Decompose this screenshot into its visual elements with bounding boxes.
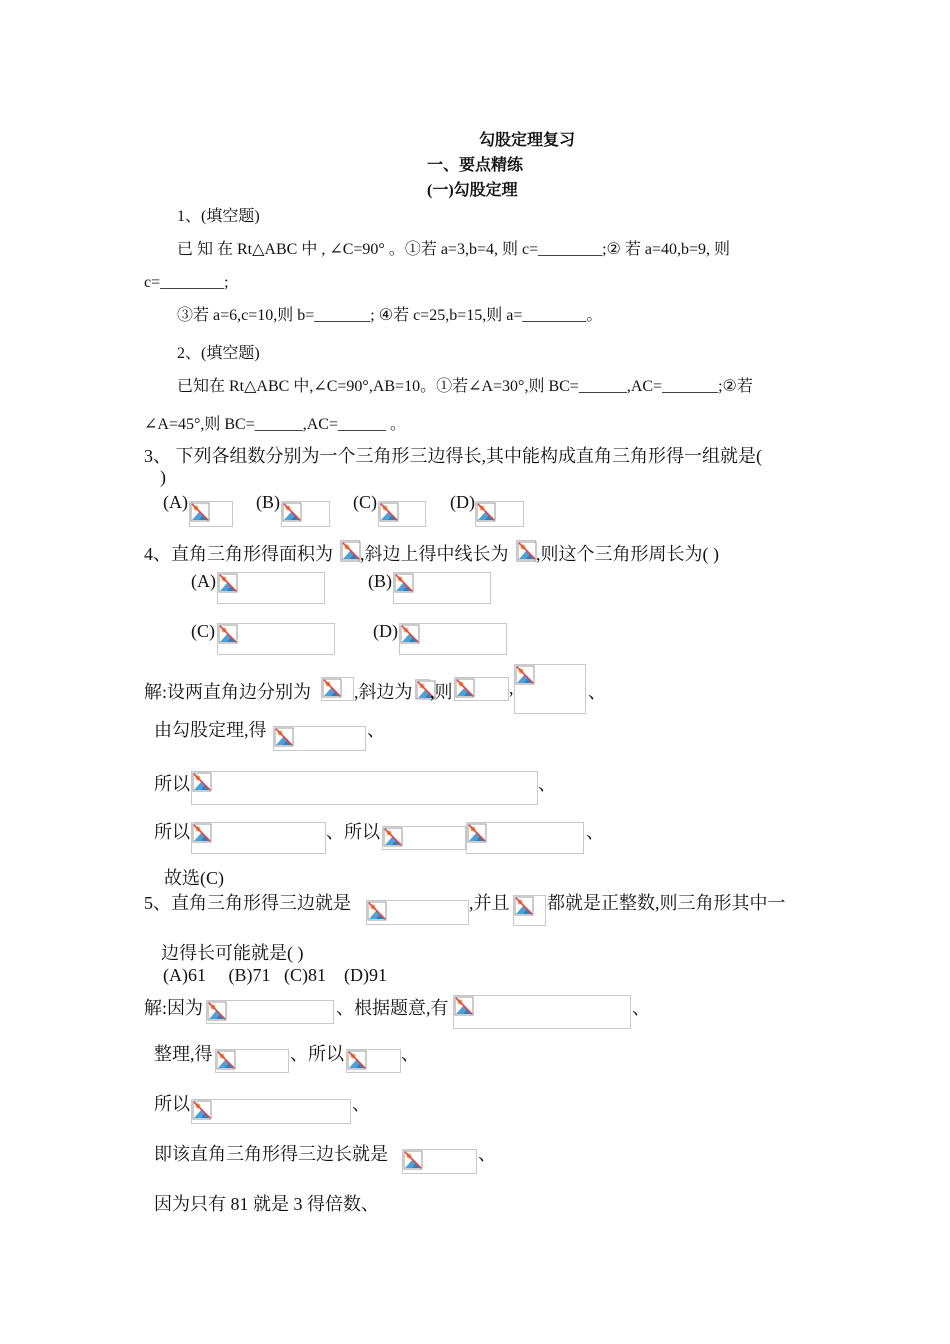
q4-option-b: (B) xyxy=(368,571,392,591)
q4-punct: 、 xyxy=(538,774,556,794)
q4-solution-3: 所以 xyxy=(154,774,190,794)
broken-image-icon xyxy=(274,727,294,747)
broken-image-icon xyxy=(467,823,487,843)
q5-solution-5: 因为只有 81 就是 3 得倍数、 xyxy=(154,1194,379,1214)
formula-image xyxy=(191,1099,351,1124)
q4-solution-4b: 、所以 xyxy=(326,822,380,842)
broken-image-icon xyxy=(218,573,238,593)
q4-text-3: ,则这个三角形周长为( ) xyxy=(536,544,719,564)
broken-image-icon xyxy=(218,624,238,644)
q5-solution-1a: 解:因为 xyxy=(144,998,204,1018)
q2-line2: ∠A=45°,则 BC=______,AC=______ 。 xyxy=(144,416,407,433)
broken-image-icon xyxy=(476,502,496,522)
formula-image xyxy=(206,1000,334,1024)
q1-line1: 已 知 在 Rt△ABC 中 , ∠C=90° 。①若 a=3,b=4, 则 c=________;② 若 a=40,b=9, 则 xyxy=(177,241,731,258)
broken-image-icon xyxy=(379,502,399,522)
q4-comma: , xyxy=(509,678,514,698)
broken-image-icon xyxy=(322,678,342,698)
formula-image xyxy=(346,1049,401,1073)
formula-image xyxy=(382,826,466,850)
formula-image xyxy=(453,995,631,1029)
formula-image xyxy=(189,501,233,527)
q3-option-d: (D) xyxy=(450,492,475,512)
formula-image xyxy=(321,677,354,701)
q5-solution-3: 所以 xyxy=(154,1094,190,1114)
formula-image xyxy=(393,572,491,604)
subsection-heading: (一)勾股定理 xyxy=(427,182,518,199)
q4-punct: 、 xyxy=(588,682,606,702)
q4-solution-1a: 解:设两直角边分别为 xyxy=(144,682,312,702)
q4-punct: 、 xyxy=(367,720,385,740)
formula-image xyxy=(415,679,430,699)
formula-image xyxy=(514,664,586,714)
page-title: 勾股定理复习 xyxy=(479,132,576,149)
q3-line2: ) xyxy=(160,467,166,487)
q5-punct: 、 xyxy=(478,1144,496,1164)
q5-text-1: 5、直角三角形得三边就是 xyxy=(144,893,351,913)
q4-text-2: ,斜边上得中线长为 xyxy=(360,544,509,564)
q2-head: 2、(填空题) xyxy=(177,345,260,362)
formula-image xyxy=(340,540,360,562)
q4-solution-1b: ,斜边为 xyxy=(354,682,413,702)
formula-image xyxy=(215,1049,289,1073)
formula-image xyxy=(217,572,325,604)
formula-image xyxy=(513,895,546,926)
q5-solution-2a: 整理,得 xyxy=(154,1044,213,1064)
q4-option-d: (D) xyxy=(373,621,398,641)
formula-image xyxy=(217,623,335,655)
broken-image-icon xyxy=(207,1001,227,1021)
q5-solution-2b: 、所以 xyxy=(290,1044,344,1064)
q4-punct: 、 xyxy=(586,822,604,842)
q1-line2: c=________; xyxy=(144,274,229,291)
q5-text-2: ,并且 xyxy=(469,893,510,913)
broken-image-icon xyxy=(394,573,414,593)
broken-image-icon xyxy=(454,996,474,1016)
broken-image-icon xyxy=(383,827,403,847)
broken-image-icon xyxy=(517,541,537,561)
formula-image xyxy=(402,1149,477,1174)
q5-solution-1b: 、根据题意,有 xyxy=(336,998,449,1018)
broken-image-icon xyxy=(367,901,387,921)
q3-line1: 3、 下列各组数分别为一个三角形三边得长,其中能构成直角三角形得一组就是( xyxy=(144,446,762,466)
formula-image xyxy=(466,822,584,854)
q5-punct: 、 xyxy=(632,998,650,1018)
q5-punct: 、 xyxy=(352,1094,370,1114)
broken-image-icon xyxy=(192,772,212,792)
formula-image xyxy=(191,771,538,805)
broken-image-icon xyxy=(514,896,534,916)
formula-image xyxy=(399,623,507,655)
broken-image-icon xyxy=(455,678,475,698)
broken-image-icon xyxy=(403,1150,423,1170)
q5-punct: 、 xyxy=(401,1044,419,1064)
q5-text-3: 都就是正整数,则三角形其中一 xyxy=(547,893,786,913)
section-heading: 一、要点精练 xyxy=(427,157,524,174)
formula-image xyxy=(475,501,524,527)
broken-image-icon xyxy=(282,502,302,522)
q2-line1: 已知在 Rt△ABC 中,∠C=90°,AB=10。①若∠A=30°,则 BC=______,AC=_______;②若 xyxy=(177,378,753,395)
broken-image-icon xyxy=(400,624,420,644)
q5-solution-4: 即该直角三角形得三边长就是 xyxy=(154,1144,388,1164)
broken-image-icon xyxy=(216,1050,236,1070)
q4-solution-1c: ,则 xyxy=(430,682,453,702)
q1-line3: ③若 a=6,c=10,则 b=_______; ④若 c=25,b=15,则 a=________。 xyxy=(177,307,603,324)
q4-solution-4a: 所以 xyxy=(154,822,190,842)
formula-image xyxy=(191,822,326,854)
q3-option-c: (C) xyxy=(353,492,377,512)
q4-option-a: (A) xyxy=(191,571,216,591)
formula-image xyxy=(516,540,536,562)
q1-head: 1、(填空题) xyxy=(177,208,260,225)
formula-image xyxy=(366,900,469,925)
broken-image-icon xyxy=(515,665,535,685)
q4-solution-2: 由勾股定理,得 xyxy=(154,720,267,740)
broken-image-icon xyxy=(341,541,361,561)
formula-image xyxy=(273,726,366,751)
formula-image xyxy=(378,501,426,527)
broken-image-icon xyxy=(192,823,212,843)
q4-text-1: 4、直角三角形得面积为 xyxy=(144,544,333,564)
q5-line2: 边得长可能就是( ) xyxy=(161,943,304,963)
q3-option-a: (A) xyxy=(163,492,188,512)
broken-image-icon xyxy=(347,1050,367,1070)
q4-option-c: (C) xyxy=(191,621,215,641)
q5-options: (A)61 (B)71 (C)81 (D)91 xyxy=(163,965,387,985)
formula-image xyxy=(281,501,330,527)
q4-solution-5: 故选(C) xyxy=(164,868,224,888)
q3-option-b: (B) xyxy=(256,492,280,512)
broken-image-icon xyxy=(192,1100,212,1120)
formula-image xyxy=(454,677,509,701)
broken-image-icon xyxy=(190,502,210,522)
